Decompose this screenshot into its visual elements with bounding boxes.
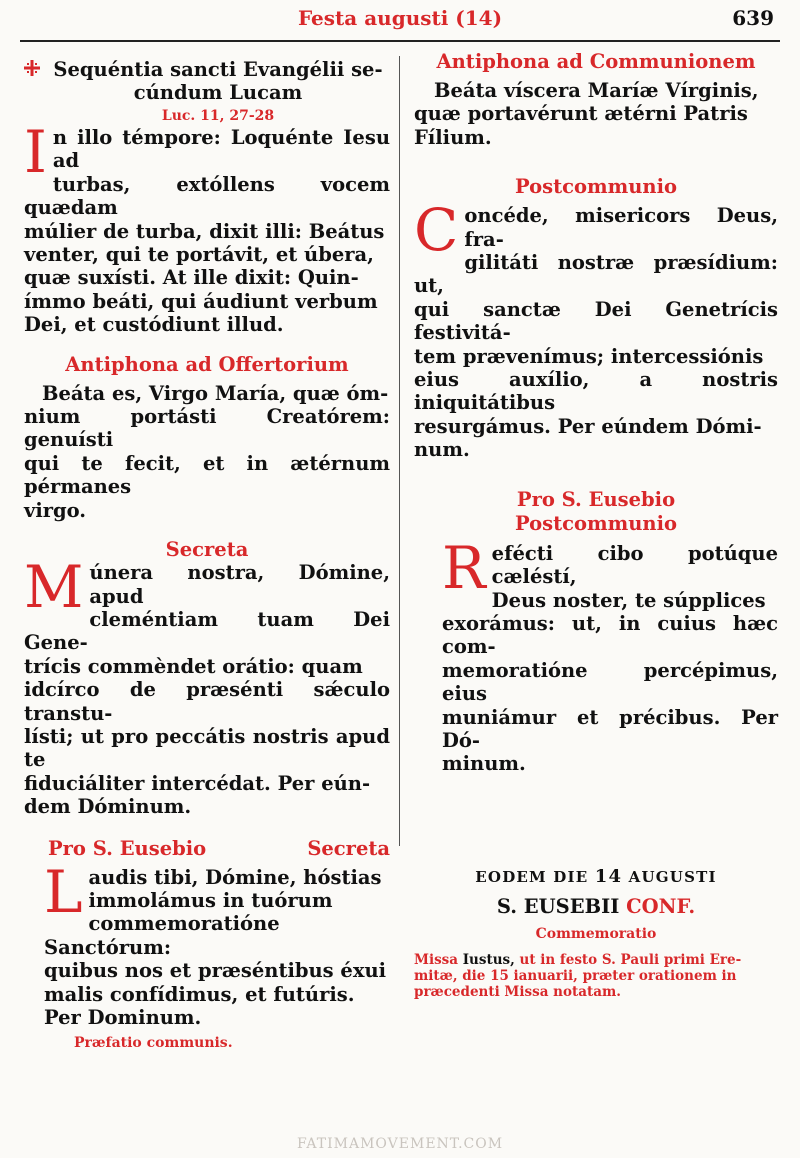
text-line: Per Dominum. <box>44 1006 202 1029</box>
eodem-section <box>414 866 778 1000</box>
note-line <box>414 952 778 968</box>
text-line: Beáta es, Virgo María, quæ óm- <box>42 381 389 405</box>
text-line: quæ portavérunt ætérni Patris <box>414 102 748 126</box>
eodem-die-line <box>414 866 778 887</box>
section-heading: Secreta <box>307 836 390 860</box>
text-line: resurgámus. Per eúndem Dómi- <box>414 414 762 438</box>
section-heading: Pro S. Eusebio <box>516 487 676 511</box>
text-line: trícis commèndet orátio: quam <box>24 654 363 678</box>
header-divider <box>20 40 780 42</box>
section-heading: Pro S. Eusebio <box>48 836 207 860</box>
text-line: commemoratióne Sanctórum: <box>44 912 280 959</box>
text-line: virgo. <box>24 498 87 522</box>
eusebio-postcommunio-section <box>414 488 778 776</box>
drop-cap: C <box>414 196 459 265</box>
gospel-title-line: Sequéntia sancti Evangélii se- <box>53 58 383 81</box>
column-divider <box>399 56 400 846</box>
text-line: efécti cibo potúque cæléstí, <box>491 541 778 589</box>
text-line: fiduciáliter intercédat. Per eún- <box>24 771 371 795</box>
postcommunio-text <box>414 196 778 462</box>
saint-rank: CONF. <box>626 894 696 918</box>
text-line: gilitáti nostræ præsídium: ut, <box>414 251 778 298</box>
text-line: immolámus in tuórum <box>88 888 333 912</box>
text-line: malis confídimus, et futúris. <box>44 982 355 1006</box>
text-line: quibus nos et præséntibus éxui <box>44 959 387 983</box>
secreta-section <box>24 538 390 818</box>
text-line: n illo témpore: Loquénte Iesu ad <box>52 126 390 173</box>
text-line: exorámus: ut, in cuius hæc com- <box>442 611 778 659</box>
watermark: FATIMAMOVEMENT.COM <box>296 1136 504 1152</box>
gospel-title <box>24 50 390 104</box>
text-line: quæ suxísti. At ille dixit: Quin- <box>24 266 359 290</box>
eodem-suffix: AUGUSTI <box>628 867 717 886</box>
text-line: minum. <box>442 752 526 776</box>
gospel-section <box>24 50 390 337</box>
eodem-prefix: EODEM DIE <box>475 867 589 886</box>
eusebio-postcommunio-text <box>414 533 778 776</box>
text-line: lísti; ut pro peccátis nostris apud te <box>24 724 390 772</box>
text-line: Dei, et custódiunt illud. <box>24 313 284 337</box>
text-line: turbas, extóllens vocem quædam <box>24 172 390 220</box>
drop-cap: M <box>24 553 84 622</box>
offertorium-text <box>24 382 390 522</box>
gospel-reference: Luc. 11, 27-28 <box>161 108 275 124</box>
text-line: cleméntiam tuam Dei Gene- <box>24 607 390 655</box>
right-column <box>414 50 778 1000</box>
eodem-day: 14 <box>594 865 623 887</box>
communio-section <box>414 50 778 149</box>
text-line: memoratióne percépimus, eius <box>442 658 778 706</box>
note-missa: Missa <box>414 951 459 968</box>
text-line: audis tibi, Dómine, hóstias <box>88 865 382 889</box>
note-text: ut in festo S. Pauli primi Ere- <box>519 951 742 968</box>
eusebio-postcommunio-heading <box>414 488 778 536</box>
offertorium-section <box>24 353 390 522</box>
text-line: múlier de turba, dixit illi: Beátus <box>24 219 385 243</box>
postcommunio-section <box>414 175 778 461</box>
text-line: num. <box>414 438 470 462</box>
text-line: qui te fecit, et in ætérnum pérmanes <box>24 451 390 499</box>
drop-cap: I <box>24 118 47 186</box>
gospel-title-line: cúndum Lucam <box>133 81 303 104</box>
commemoratio-label: Commemoratio <box>535 925 657 942</box>
section-heading: Antiphona ad Communionem <box>436 50 756 73</box>
drop-cap: R <box>442 533 486 602</box>
text-line: Fílium. <box>414 125 492 149</box>
saint-title <box>414 895 778 918</box>
text-line: venter, qui te portávit, et úbera, <box>24 243 374 267</box>
text-line: idcírco de præsénti sǽculo transtu- <box>24 678 390 725</box>
note-iustus: Iustus, <box>462 951 515 968</box>
praefatio-note: Præfatio communis. <box>74 1035 233 1052</box>
left-column <box>24 50 390 1051</box>
page-number: 639 <box>732 6 774 30</box>
drop-cap: L <box>44 857 83 926</box>
text-line: tem prævenímus; intercessiónis <box>414 344 764 368</box>
eusebio-secreta-section <box>24 837 390 1052</box>
text-line: muniámur et précibus. Per Dó- <box>442 705 778 752</box>
section-heading: Postcommunio <box>514 175 678 199</box>
text-line: Beáta víscera Maríæ Vírginis, <box>434 79 759 102</box>
communio-text <box>414 79 778 149</box>
text-line: eius auxílio, a nostris iniquitátibus <box>414 368 778 415</box>
missa-note <box>414 952 778 1000</box>
secreta-text <box>24 553 390 819</box>
eusebio-secreta-heading <box>24 837 390 860</box>
page-title: Festa augusti (14) <box>297 6 503 30</box>
gospel-text <box>24 118 390 337</box>
page-header <box>12 0 788 36</box>
note-line: præcedenti Missa notatam. <box>414 983 621 1000</box>
text-line: únera nostra, Dómine, apud <box>89 561 390 608</box>
text-line: ímmo beáti, qui áudiunt verbum <box>24 289 378 313</box>
section-heading: Antiphona ad Offertorium <box>65 352 349 376</box>
note-line: mitæ, die 15 ianuarii, præter orationem in <box>414 967 737 984</box>
section-heading: Secreta <box>165 538 249 562</box>
text-line: nium portásti Creatórem: genuísti <box>24 405 390 452</box>
eusebio-secreta-text <box>24 857 390 1030</box>
cross-icon <box>24 60 40 76</box>
text-line: oncéde, misericors Deus, fra- <box>464 204 778 251</box>
text-line: qui sanctæ Dei Genetrícis festivitá- <box>414 297 778 345</box>
text-line: dem Dóminum. <box>24 795 192 819</box>
text-line: Deus noster, te súpplices <box>491 588 766 612</box>
saint-name: S. EUSEBII <box>496 894 620 918</box>
section-heading: Postcommunio <box>514 511 678 535</box>
